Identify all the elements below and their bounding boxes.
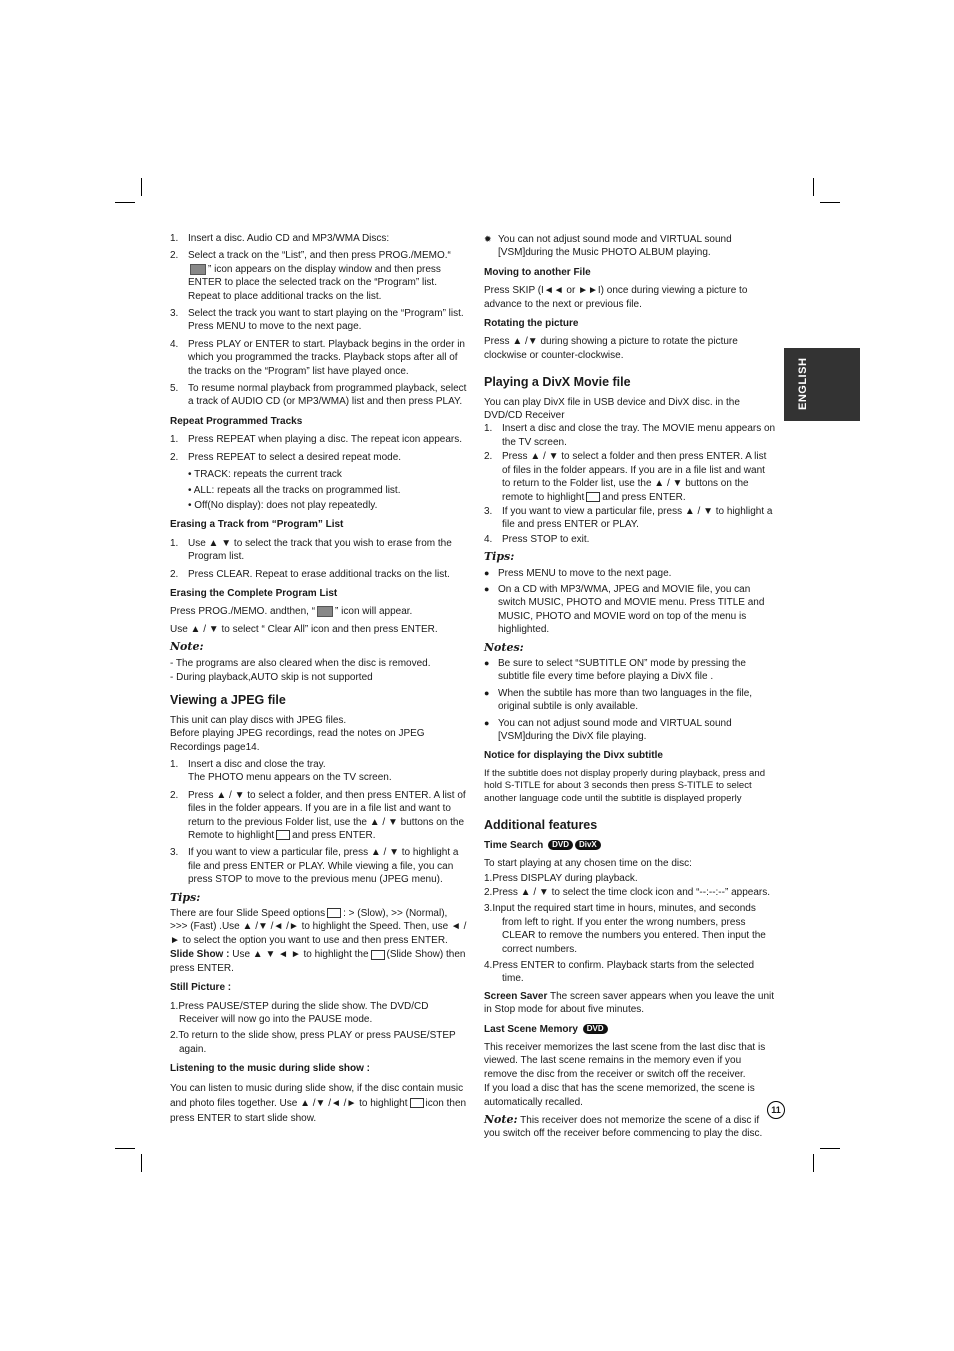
- paragraph: Press ▲ /▼ during showing a picture to rotate the picture clockwise or counter-clockwise.: [484, 336, 738, 361]
- paragraph: 1.Press DISPLAY during playback.: [484, 872, 638, 884]
- crop-mark: [115, 1148, 135, 1149]
- language-tab-label: ENGLISH: [797, 357, 809, 410]
- notes-label: Notes:: [484, 640, 524, 654]
- paragraph: 2.Press ▲ / ▼ to select the time clock icon and “--:--:--” appears.: [484, 886, 770, 898]
- subtitle-notice-heading: Notice for displaying the Divx subtitle: [484, 750, 663, 762]
- folder-up-icon: [276, 830, 290, 840]
- list-item: 3. If you want to view a particular file, press ▲ / ▼ to highlight a file and press ENTER or PLAY. While viewing a file, you can press STOP to move to the previous menu (JPEG menu).: [170, 847, 459, 886]
- list-item: 2. Press CLEAR. Repeat to erase additional tracks on the list.: [170, 568, 450, 580]
- note-label: Note:: [170, 640, 204, 654]
- paragraph: To start playing at any chosen time on the disc:: [484, 858, 692, 870]
- bullet-item: ● Be sure to select “SUBTITLE ON” mode by pressing the subtitle file every time before playing a DivX file .: [484, 657, 746, 683]
- list-item: 2. Press ▲ / ▼ to select a folder and then press ENTER. A list of files in the folder appears. If you are in a file list and want to return to the Folder list, use the ▲ / ▼ buttons on the remote to highlight and press ENTER.: [484, 451, 767, 503]
- crop-mark: [813, 1154, 814, 1172]
- paragraph: You can listen to music during slide show, if the disc contain music and photo files together. Use ▲ /▼ /◄ /► to highlight icon then press ENTER to start slide show.: [170, 1082, 467, 1124]
- list-item: 2. Select a track on the “List”, and then press PROG./MEMO.“” icon appears on the display window and then press ENTER to place the selected track on the “Program” list. Repeat to place additional tracks on the list.: [170, 250, 451, 302]
- bullet-item: ✹ You can not adjust sound mode and VIRTUAL sound [VSM]during the Music PHOTO ALBUM playing.: [484, 234, 732, 259]
- paragraph: 1.Press PAUSE/STEP during the slide show. The DVD/CD Receiver will now go into the PAUSE mode.: [170, 1000, 429, 1025]
- program-memo-icon: [317, 606, 333, 617]
- paragraph: 3.Input the required start time in hours, minutes, and seconds from left to right. If you enter the wrong numbers, press CLEAR to remove the numbers you entered. Then input the correct numbers.: [484, 903, 766, 955]
- crop-mark: [141, 1154, 142, 1172]
- additional-features-heading: Additional features: [484, 818, 598, 833]
- language-tab: [784, 348, 860, 421]
- list-item: 1. Press REPEAT when playing a disc. The repeat icon appears.: [170, 434, 463, 446]
- bullet-item: ● On a CD with MP3/WMA, JPEG and MOVIE file, you can switch MUSIC, PHOTO and MOVIE menu. Press TITLE and MUSIC, PHOTO and MOVIE word on top of the menu is highlighted.: [484, 583, 765, 636]
- list-item: 3. Select the track you want to start playing on the “Program” list. Press MENU to move to the next page.: [170, 308, 464, 333]
- list-item: 2. Press REPEAT to select a desired repeat mode.: [170, 451, 402, 463]
- tips-label: Tips:: [170, 890, 201, 904]
- crop-mark: [115, 202, 135, 203]
- paragraph: Note: This receiver does not memorize the scene of a disc if you switch off the receiver before commencing to play the disc.: [484, 1113, 763, 1140]
- bullet-item: • ALL: repeats all the tracks on programmed list.: [188, 484, 401, 496]
- crop-mark: [820, 202, 840, 203]
- music-slideshow-heading: Listening to the music during slide show :: [170, 1063, 371, 1075]
- divx-badge: DivX: [575, 840, 601, 850]
- paragraph: 4.Press ENTER to confirm. Playback starts from the selected time.: [484, 959, 755, 985]
- list-item: 5. To resume normal playback from programmed playback, select a track of AUDIO CD (or MP3/WMA) list and then press PLAY.: [170, 383, 467, 408]
- paragraph: Before playing JPEG recordings, read the notes on JPEG Recordings page14.: [170, 728, 425, 753]
- bullet-item: ● You can not adjust sound mode and VIRTUAL sound [VSM]during the DivX file playing.: [484, 717, 732, 742]
- paragraph: If you load a disc that has the scene memorized, the scene is automatically recalled.: [484, 1083, 755, 1108]
- paragraph: Press SKIP (I◄◄ or ►►I) once during viewing a picture to advance to the next or previous file.: [484, 285, 748, 310]
- paragraph: Slide Show : Use ▲ ▼ ◄ ► to highlight the (Slide Show) then press ENTER.: [170, 949, 466, 974]
- erase-track-heading: Erasing a Track from “Program” List: [170, 519, 344, 531]
- slide-speed-icon: [327, 908, 341, 918]
- tips-label: Tips:: [484, 550, 515, 564]
- rotating-heading: Rotating the picture: [484, 318, 579, 330]
- bullet-item: • TRACK: repeats the current track: [188, 469, 342, 481]
- repeat-heading: Repeat Programmed Tracks: [170, 415, 303, 427]
- list-item: 1. Insert a disc and close the tray. The PHOTO menu appears on the TV screen.: [170, 759, 392, 784]
- paragraph: You can play DivX file in USB device and DivX disc. in the DVD/CD Receiver: [484, 396, 740, 422]
- note-line: - During playback,AUTO skip is not supported: [170, 671, 373, 683]
- list-item: 1. Use ▲ ▼ to select the track that you wish to erase from the Program list.: [170, 537, 452, 563]
- crop-mark: [813, 178, 814, 196]
- crop-mark: [820, 1148, 840, 1149]
- paragraph: Use ▲ / ▼ to select “ Clear All” icon and then press ENTER.: [170, 623, 438, 635]
- divx-heading: Playing a DivX Movie file: [484, 375, 631, 390]
- paragraph: Press PROG./MEMO. andthen, “ ” icon will appear.: [170, 606, 413, 618]
- folder-up-icon: [586, 492, 600, 502]
- crop-mark: [141, 178, 142, 196]
- list-item: 2. Press ▲ / ▼ to select a folder, and then press ENTER. A list of files in the folder appears. If you are in a file list and want to return to the previous Folder list, use the ▲ / ▼ buttons on the Remote to highlight and press ENTER.: [170, 789, 466, 842]
- jpeg-heading: Viewing a JPEG file: [170, 693, 286, 708]
- erase-all-heading: Erasing the Complete Program List: [170, 587, 338, 599]
- right-column: [484, 233, 776, 1145]
- still-picture-heading: Still Picture :: [170, 982, 232, 994]
- list-item: 3. If you want to view a particular file, press ▲ / ▼ to highlight a file and press ENTER or PLAY.: [484, 505, 773, 531]
- program-memo-icon: [190, 264, 206, 275]
- music-photo-icon: [410, 1098, 424, 1108]
- bullet-item: ● Press MENU to move to the next page.: [484, 567, 672, 579]
- moving-heading: Moving to another File: [484, 266, 591, 278]
- paragraph: This unit can play discs with JPEG files.: [170, 714, 347, 726]
- last-scene-heading: Last Scene Memory DVD: [484, 1023, 776, 1036]
- note-line: - The programs are also cleared when the disc is removed.: [170, 657, 431, 669]
- paragraph: Screen Saver The screen saver appears when you leave the unit in Stop mode for about five minutes.: [484, 990, 775, 1016]
- left-column: [170, 232, 467, 1130]
- list-item: 4. Press PLAY or ENTER to start. Playback begins in the order in which you programmed the tracks. Playback stops after all of the tracks on the “Program” list have played once.: [170, 338, 465, 377]
- dvd-badge: DVD: [583, 1024, 608, 1034]
- paragraph: There are four Slide Speed options : > (Slow), >> (Normal), >>> (Fast) .Use ▲ /▼ /◄ /► to highlight the Speed. Then, use ◄ / ► to select the option you want to use and then press ENTER.: [170, 908, 467, 946]
- paragraph: 2.To return to the slide show, press PLAY or press PAUSE/STEP again.: [170, 1030, 456, 1055]
- bullet-item: ● When the subtile has more than two languages in the file, original subtile is only available.: [484, 687, 753, 713]
- page-number: 11: [767, 1101, 785, 1119]
- list-item: 1. Insert a disc. Audio CD and MP3/WMA Discs:: [170, 233, 390, 244]
- list-item: 1. Insert a disc and close the tray. The MOVIE menu appears on the TV screen.: [484, 423, 776, 448]
- paragraph: This receiver memorizes the last scene from the last disc that is viewed. The last scene remains in the memory even if you remove the disc from the receiver or switch off the receiver.: [484, 1042, 766, 1080]
- bullet-item: • Off(No display): does not play repeatedly.: [188, 499, 378, 511]
- list-item: 4. Press STOP to exit.: [484, 533, 590, 545]
- slide-show-icon: [371, 950, 385, 960]
- time-search-heading: Time Search DVD DivX: [484, 839, 776, 852]
- paragraph: If the subtitle does not display properly during playback, press and hold S-TITLE for about 3 seconds then press S-TITLE to select another language code until the subtitle is displayed properly: [484, 767, 766, 804]
- dvd-badge: DVD: [548, 840, 573, 850]
